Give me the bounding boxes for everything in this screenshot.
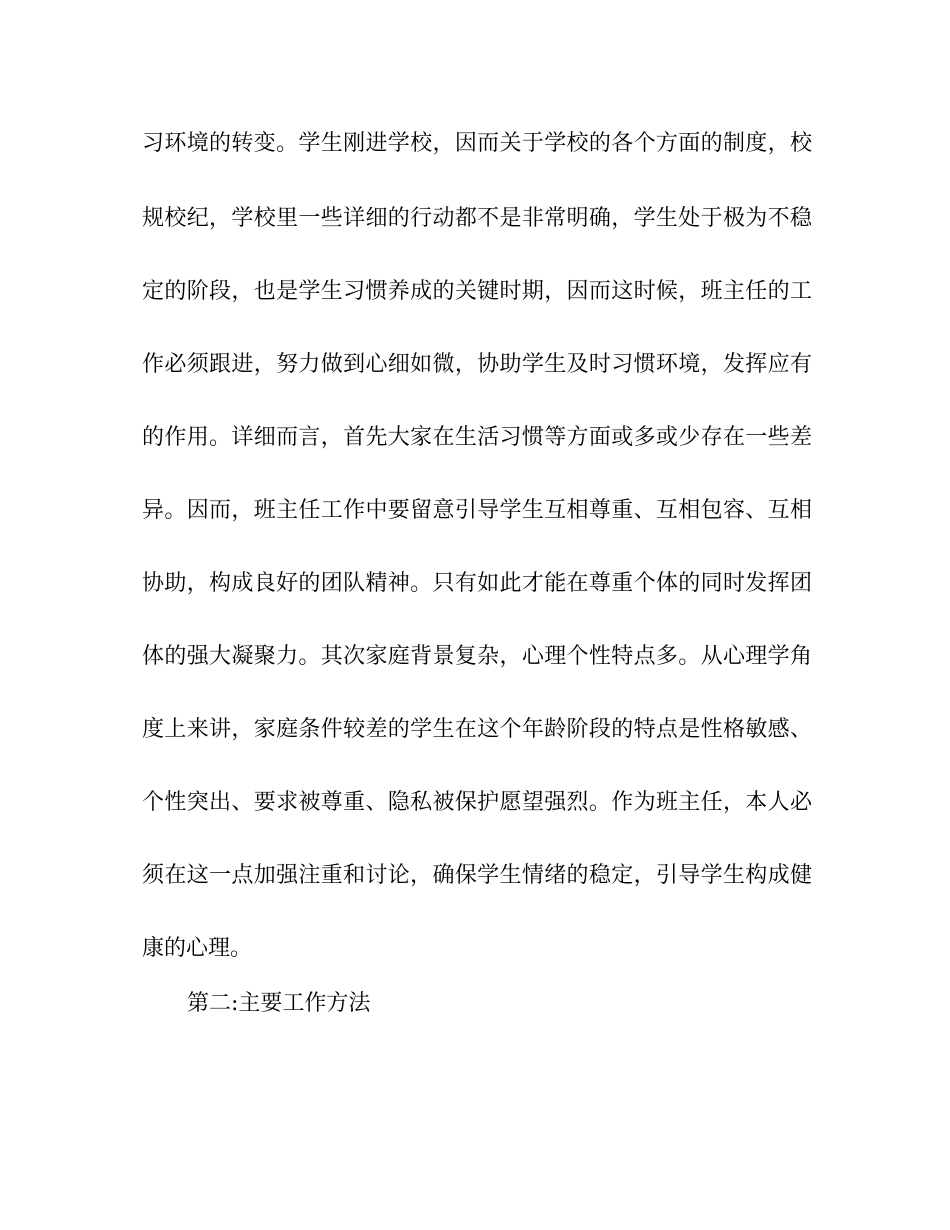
paragraph-line: 异。因而，班主任工作中要留意引导学生互相尊重、互相包容、互相 bbox=[142, 498, 812, 523]
paragraph-line: 协助，构成良好的团队精神。只有如此才能在尊重个体的同时发挥团 bbox=[142, 571, 812, 596]
paragraph-line: 个性突出、要求被尊重、隐私被保护愿望强烈。作为班主任，本人必 bbox=[142, 790, 812, 815]
paragraph-line: 作必须跟进，努力做到心细如微，协助学生及时习惯环境，发挥应有 bbox=[142, 352, 812, 377]
paragraph-line: 度上来讲，家庭条件较差的学生在这个年龄阶段的特点是性格敏感、 bbox=[142, 717, 812, 742]
paragraph-line: 习环境的转变。学生刚进学校，因而关于学校的各个方面的制度，校 bbox=[142, 131, 812, 156]
section-heading: 第二:主要工作方法 bbox=[187, 991, 371, 1016]
paragraph-line: 的作用。详细而言，首先大家在生活习惯等方面或多或少存在一些差 bbox=[142, 425, 812, 450]
paragraph-line: 规校纪，学校里一些详细的行动都不是非常明确，学生处于极为不稳 bbox=[142, 206, 812, 231]
paragraph-line: 康的心理。 bbox=[142, 936, 253, 961]
paragraph-line: 定的阶段，也是学生习惯养成的关键时期，因而这时候，班主任的工 bbox=[142, 279, 812, 304]
paragraph-line: 体的强大凝聚力。其次家庭背景复杂，心理个性特点多。从心理学角 bbox=[142, 644, 812, 669]
paragraph-line: 须在这一点加强注重和讨论，确保学生情绪的稳定，引导学生构成健 bbox=[142, 863, 812, 888]
